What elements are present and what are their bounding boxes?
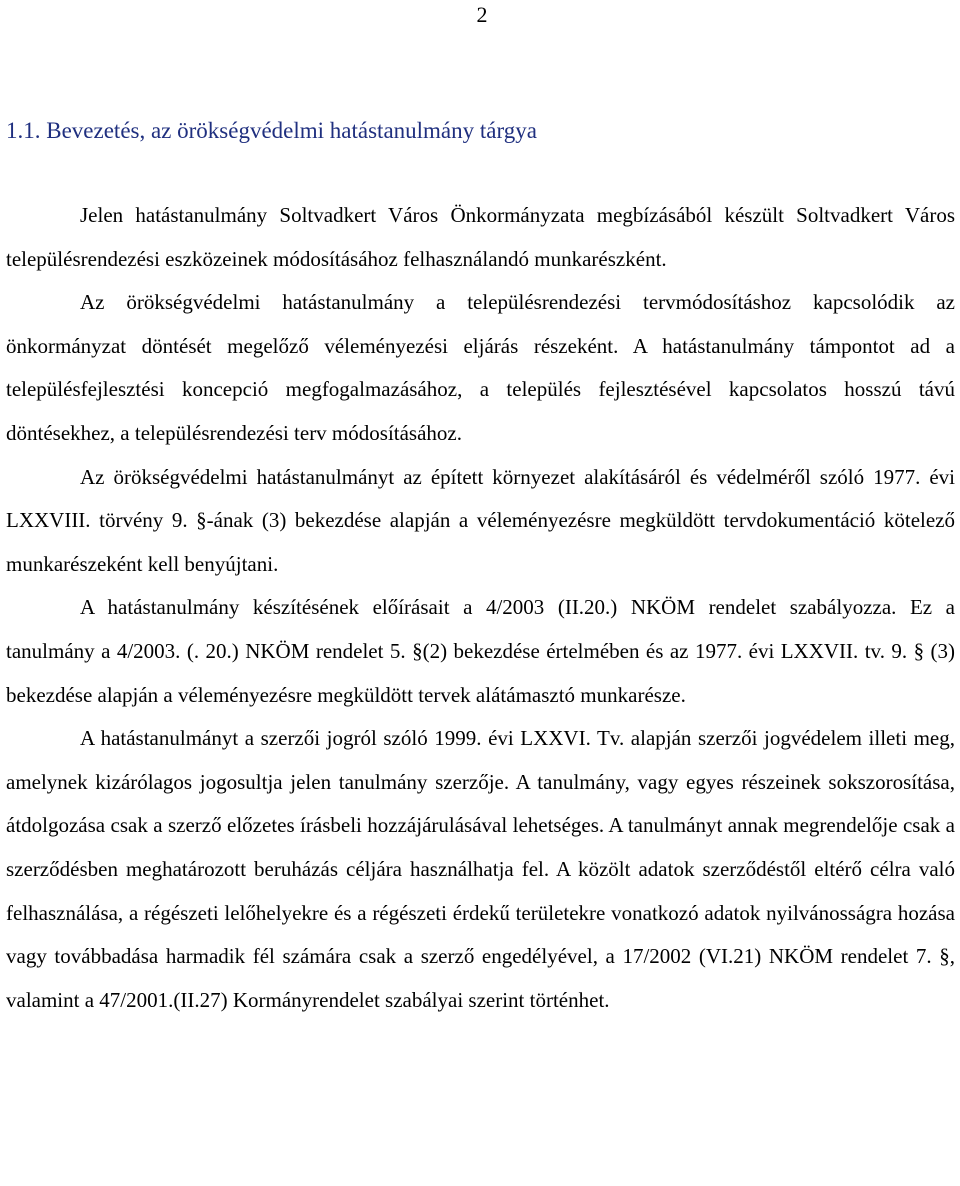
paragraph-legal-basis: Az örökségvédelmi hatástanulmányt az épített környezet alakításáról és védelméről szóló 1977. évi LXXVIII. törvény 9. §-ának (3) bekezdése alapján a véleményezésre megküldött tervdokumentáció kötelező munkarészeként kell benyújtani.	[6, 464, 955, 576]
paragraph-copyright: A hatástanulmányt a szerzői jogról szóló 1999. évi LXXVI. Tv. alapján szerzői jogvédelem illeti meg, amelynek kizárólagos jogosultja jelen tanulmány szerzője. A tanulmány, vagy egyes részeinek sokszorosítása, átdolgozása csak a szerző előzetes írásbeli hozzájárulásával lehetséges. A tanulmányt annak megrendelője csak a szerződésben meghatározott beruházás céljára használhatja fel. A közölt adatok szerződéstől eltérő célra való felhasználása, a régészeti lelőhelyekre és a régészeti érdekű területekre vonatkozó adatok nyilvánosságra hozása vagy továbbadása harmadik fél számára csak a szerző engedélyével, a 17/2002 (VI.21) NKÖM rendelet 7. §, valamint a 47/2001.(II.27) Kormányrendelet szabályai szerint történhet.	[6, 726, 955, 1012]
section-title: Bevezetés, az örökségvédelmi hatástanulmány tárgya	[46, 118, 537, 143]
document-body	[6, 194, 955, 1022]
section-heading	[6, 114, 537, 148]
page-number: 2	[476, 2, 488, 27]
paragraph-intro: Jelen hatástanulmány Soltvadkert Város Önkormányzata megbízásából készült Soltvadkert Város településrendezési eszközeinek módosításához felhasználandó munkarészként.	[6, 203, 955, 271]
section-number: 1.1.	[6, 118, 41, 143]
paragraph-purpose: Az örökségvédelmi hatástanulmány a településrendezési tervmódosításhoz kapcsolódik az önkormányzat döntését megelőző véleményezési eljárás részeként. A hatástanulmány támpontot ad a településfejlesztési koncepció megfogalmazásához, a település fejlesztésével kapcsolatos hosszú távú döntésekhez, a településrendezési terv módosításához.	[6, 290, 955, 445]
paragraph-regulation: A hatástanulmány készítésének előírásait a 4/2003 (II.20.) NKÖM rendelet szabályozza. Ez a tanulmány a 4/2003. (. 20.) NKÖM rendelet 5. §(2) bekezdése értelmében és az 1977. évi LXXVII. tv. 9. § (3) bekezdése alapján a véleményezésre megküldött tervek alátámasztó munkarésze.	[6, 595, 955, 707]
